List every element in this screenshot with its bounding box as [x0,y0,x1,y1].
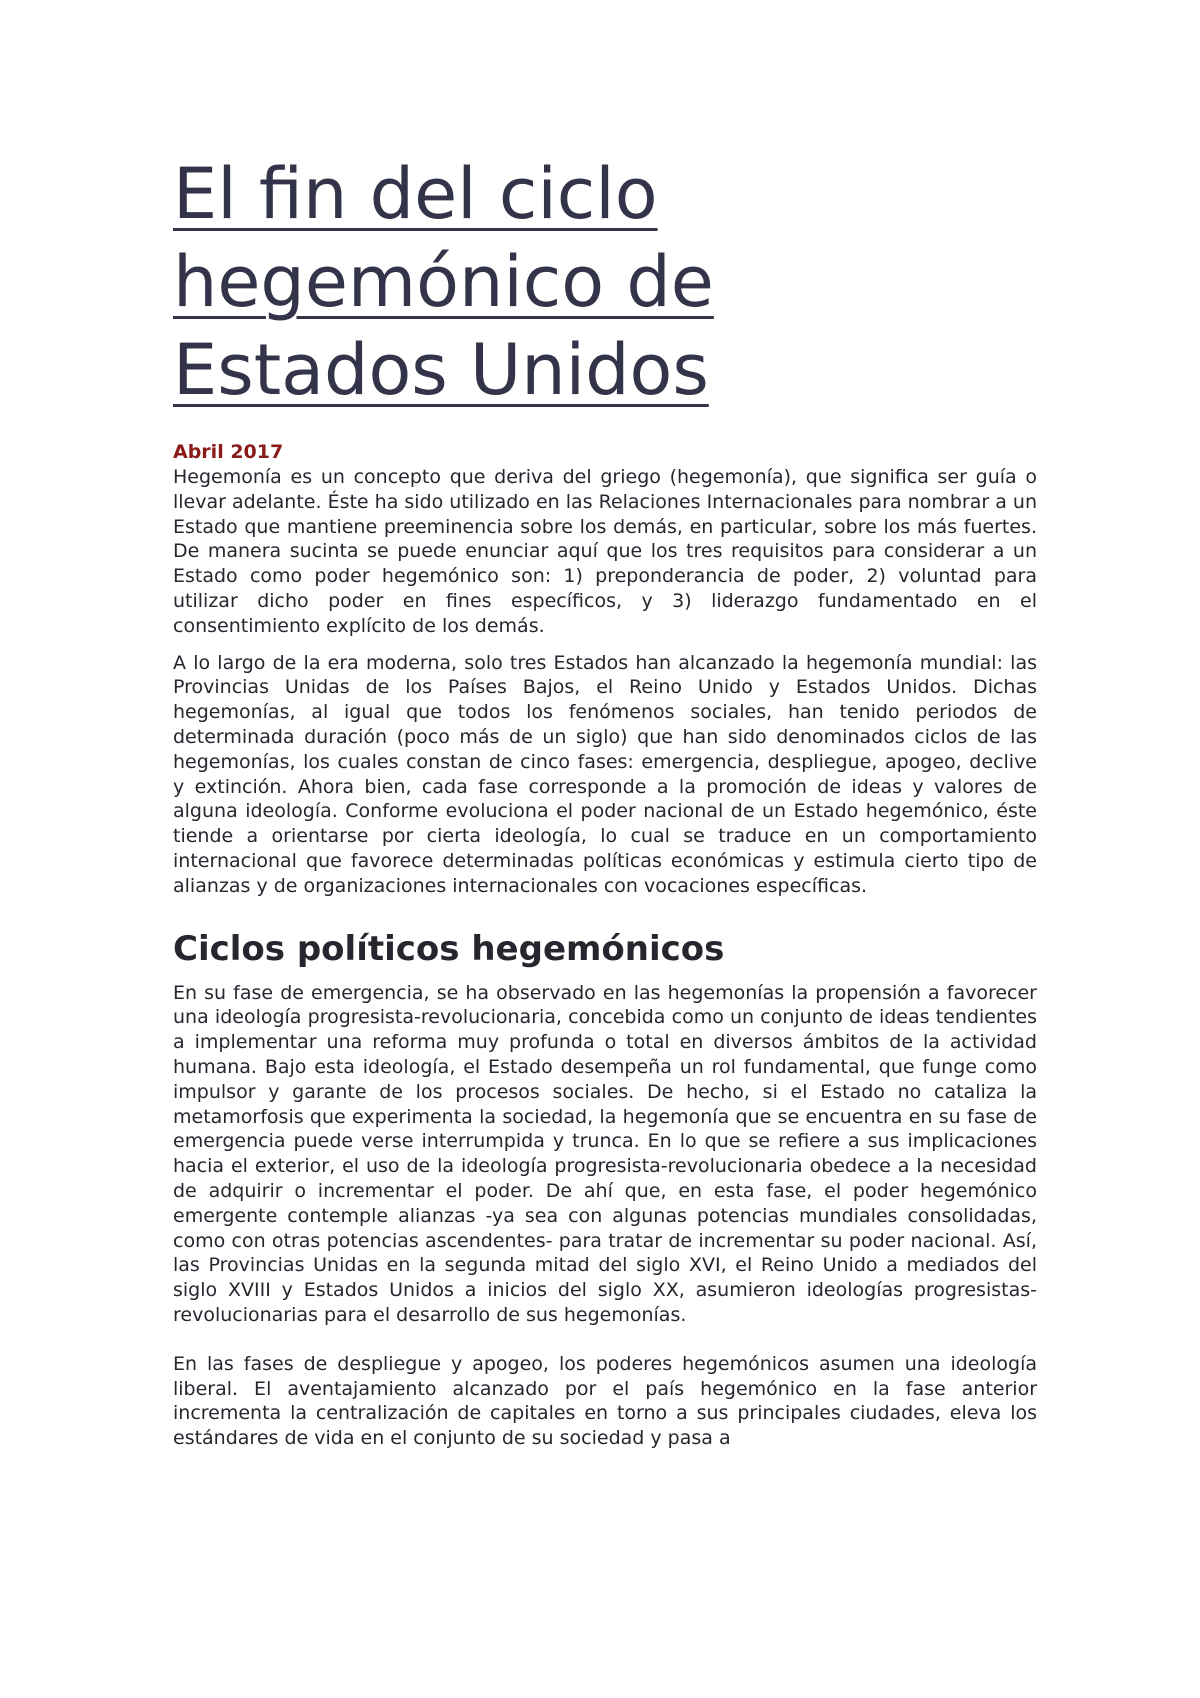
paragraph: A lo largo de la era moderna, solo tres Estados han alcanzado la hegemonía mundial: las Provincias Unidas de los Países Bajos, el Reino Unido y Estados Unidos. Dichas hegemonías, al igual que todos los fenómenos sociales, han tenido periodos de determinada duración (poco más de un siglo) que han sido denominados ciclos de las hegemonías, los cuales constan de cinco fases: emergencia, despliegue, apogeo, declive y extinción. Ahora bien, cada fase corresponde a la promoción de ideas y valores de alguna ideología. Conforme evoluciona el poder nacional de un Estado hegemónico, éste tiende a orientarse por cierta ideología, lo cual se traduce en un comportamiento internacional que favorece determinadas políticas económicas y estimula cierto tipo de alianzas y de organizaciones internacionales con vocaciones específicas. [173,651,1037,897]
paragraph: En su fase de emergencia, se ha observado en las hegemonías la propensión a favorecer una ideología progresista-revolucionaria, concebida como un conjunto de ideas tendientes a implementar una reforma muy profunda o total en diversos ámbitos de la actividad humana. Bajo esta ideología, el Estado desempeña un rol fundamental, que funge como impulsor y garante de los procesos sociales. De hecho, si el Estado no cataliza la metamorfosis que experimenta la sociedad, la hegemonía que se encuentra en su fase de emergencia puede verse interrumpida y trunca. En lo que se refiere a sus implicaciones hacia el exterior, el uso de la ideología progresista-revolucionaria obedece a la necesidad de adquirir o incrementar el poder. De ahí que, en esta fase, el poder hegemónico emergente contemple alianzas -ya sea con algunas potencias mundiales consolidadas, como con otras potencias ascendentes- para tratar de incrementar su poder nacional. Así, las Provincias Unidas en la segunda mitad del siglo XVI, el Reino Unido a mediados del siglo XVIII y Estados Unidos a inicios del siglo XX, asumieron ideologías progresistas-revolucionarias para el desarrollo de sus hegemonías. [173,981,1037,1326]
title-line: El fin del ciclo [173,153,658,235]
article-title [173,150,1037,414]
title-line: Estados Unidos [173,329,709,411]
paragraph: En las fases de despliegue y apogeo, los poderes hegemónicos asumen una ideología liberal. El aventajamiento alcanzado por el país hegemónico en la fase anterior incrementa la centralización de capitales en torno a sus principales ciudades, eleva los estándares de vida en el conjunto de su sociedad y pasa a [173,1352,1037,1450]
article [173,150,1037,1451]
paragraph: Hegemonía es un concepto que deriva del griego (hegemonía), que significa ser guía o llevar adelante. Éste ha sido utilizado en las Relaciones Internacionales para nombrar a un Estado que mantiene preeminencia sobre los demás, en particular, sobre los más fuertes. De manera sucinta se puede enunciar aquí que los tres requisitos para considerar a un Estado como poder hegemónico son: 1) preponderancia de poder, 2) voluntad para utilizar dicho poder en fines específicos, y 3) liderazgo fundamentado en el consentimiento explícito de los demás. [173,466,1037,637]
section-heading: Ciclos políticos hegemónicos [173,928,725,969]
article-date: Abril 2017 [173,441,284,463]
title-line: hegemónico de [173,241,714,323]
